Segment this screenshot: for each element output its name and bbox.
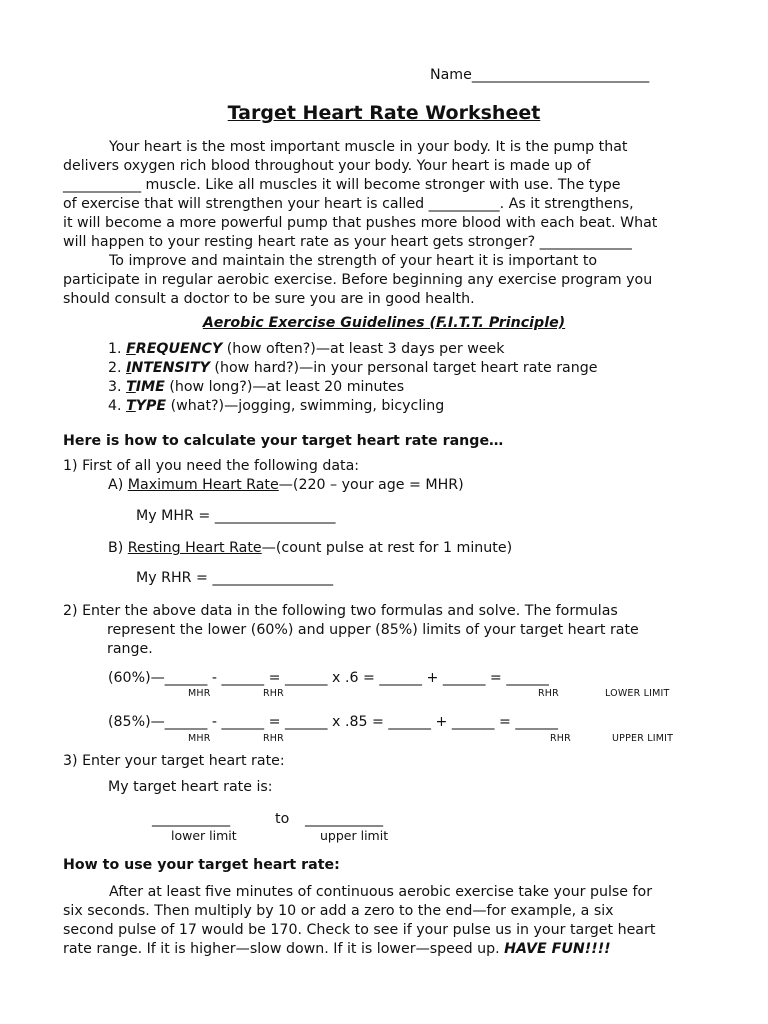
howto-line-2: six seconds. Then multiply by 10 or add a zero to the end—for example, a six [63,903,614,919]
guideline-type: 4. TYPE (what?)—jogging, swimming, bicycling [108,398,445,414]
name-field[interactable]: Name_________________________ [430,67,650,83]
guideline-intensity: 2. INTENSITY (how hard?)—in your personal target heart rate range [108,360,598,376]
upper-limit-caption: upper limit [320,828,389,843]
howto-line-1: After at least five minutes of continuous aerobic exercise take your pulse for [109,884,653,900]
guidelines-heading: Aerobic Exercise Guidelines (F.I.T.T. Principle) [202,315,566,331]
calc-heading: Here is how to calculate your target heart rate range… [63,433,504,449]
label-rhr2-85: RHR [550,733,571,744]
intro-line-6: will happen to your resting heart rate as your heart gets stronger? _____________ [63,234,632,250]
my-mhr-field[interactable]: My MHR = _________________ [136,508,336,524]
step-2 [63,602,639,659]
howto-paragraph [63,883,655,959]
guideline-time: 3. TIME (how long?)—at least 20 minutes [108,379,405,395]
lower-limit-blank[interactable]: ___________ [152,811,231,827]
step-2-line-1: 2) Enter the above data in the following two formulas and solve. The formulas [63,603,618,619]
intro-line-1: Your heart is the most important muscle in your body. It is the pump that [109,139,628,155]
label-upper-limit-85: UPPER LIMIT [612,733,674,744]
step-3: 3) Enter your target heart rate: [63,753,285,769]
intro-line-3: ___________ muscle. Like all muscles it will become stronger with use. The type [63,177,621,193]
step-2-line-3: range. [107,641,153,657]
label-rhr2-60: RHR [538,688,559,699]
intro-line-4: of exercise that will strengthen your heart is called __________. As it strengthens, [63,196,634,212]
step-1: 1) First of all you need the following data: [63,458,360,474]
howto-line-4: rate range. If it is higher—slow down. If it is lower—speed up. HAVE FUN!!!! [63,941,611,957]
page-title: Target Heart Rate Worksheet [227,102,541,124]
upper-limit-blank[interactable]: ___________ [305,811,384,827]
label-lower-limit-60: LOWER LIMIT [605,688,670,699]
max-heart-rate-item: A) Maximum Heart Rate—(220 – your age = MHR) [108,477,464,493]
label-mhr-60: MHR [188,688,211,699]
resting-heart-rate-item: B) Resting Heart Rate—(count pulse at rest for 1 minute) [108,540,513,556]
have-fun: HAVE FUN!!!! [504,941,611,957]
guidelines-list [108,340,597,416]
label-mhr-85: MHR [188,733,211,744]
lower-limit-caption: lower limit [171,828,237,843]
formula-60[interactable]: (60%)—______ - ______ = ______ x .6 = ______ + ______ = ______ [108,670,549,686]
intro-paragraph [63,138,657,309]
formula-85[interactable]: (85%)—______ - ______ = ______ x .85 = ______ + ______ = ______ [108,714,558,730]
intro-line-7: To improve and maintain the strength of your heart it is important to [109,253,598,269]
intro-line-9: should consult a doctor to be sure you are in good health. [63,291,475,307]
label-rhr-85: RHR [263,733,284,744]
intro-line-8: participate in regular aerobic exercise. Before beginning any exercise program you [63,272,653,288]
to-label: to [275,811,290,827]
howto-line-3: second pulse of 17 would be 170. Check to see if your pulse us in your target heart [63,922,656,938]
my-target-heart-rate: My target heart rate is: [108,779,273,795]
intro-line-5: it will become a more powerful pump that pushes more blood with each beat. What [63,215,658,231]
guideline-frequency: 1. FREQUENCY (how often?)—at least 3 days per week [108,341,505,357]
label-rhr-60: RHR [263,688,284,699]
my-rhr-field[interactable]: My RHR = _________________ [136,570,334,586]
step-2-line-2: represent the lower (60%) and upper (85%) limits of your target heart rate [107,622,639,638]
intro-line-2: delivers oxygen rich blood throughout your body. Your heart is made up of [63,158,591,174]
howto-heading: How to use your target heart rate: [63,857,340,873]
